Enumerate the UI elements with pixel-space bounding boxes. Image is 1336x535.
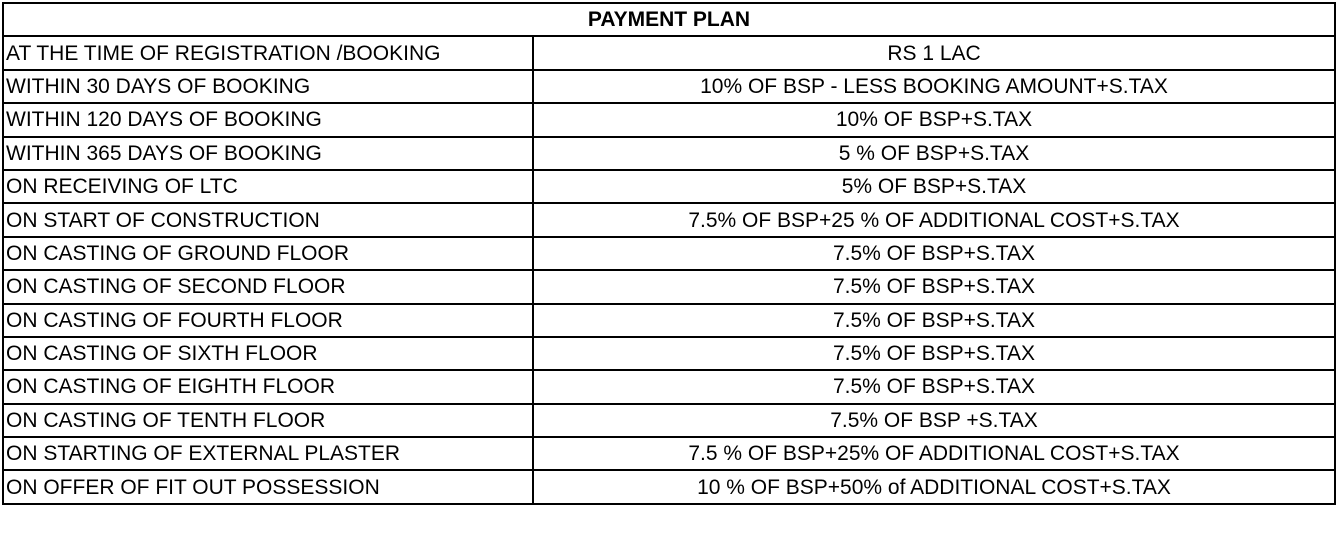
payment-plan-table (2, 2, 1336, 505)
payment-amount-cell: 10% OF BSP - LESS BOOKING AMOUNT+S.TAX (533, 70, 1335, 103)
payment-amount-cell: 7.5% OF BSP+S.TAX (533, 304, 1335, 337)
table-row (3, 237, 1335, 270)
payment-amount-cell: 7.5% OF BSP+S.TAX (533, 270, 1335, 303)
table-row (3, 304, 1335, 337)
table-row (3, 404, 1335, 437)
payment-stage-cell: ON CASTING OF EIGHTH FLOOR (3, 370, 533, 403)
payment-stage-cell: ON CASTING OF FOURTH FLOOR (3, 304, 533, 337)
payment-amount-cell: 10 % OF BSP+50% of ADDITIONAL COST+S.TAX (533, 470, 1335, 503)
table-row (3, 370, 1335, 403)
table-title: PAYMENT PLAN (3, 3, 1335, 36)
table-row (3, 137, 1335, 170)
payment-plan-container (2, 2, 1334, 533)
payment-amount-cell: 10% OF BSP+S.TAX (533, 103, 1335, 136)
payment-stage-cell: ON CASTING OF GROUND FLOOR (3, 237, 533, 270)
payment-stage-cell: ON RECEIVING OF LTC (3, 170, 533, 203)
payment-stage-cell: ON STARTING OF EXTERNAL PLASTER (3, 437, 533, 470)
table-row (3, 36, 1335, 69)
payment-stage-cell: WITHIN 365 DAYS OF BOOKING (3, 137, 533, 170)
payment-amount-cell: 5 % OF BSP+S.TAX (533, 137, 1335, 170)
payment-amount-cell: 7.5% OF BSP +S.TAX (533, 404, 1335, 437)
table-row (3, 270, 1335, 303)
table-row (3, 203, 1335, 236)
payment-stage-cell: ON CASTING OF SIXTH FLOOR (3, 337, 533, 370)
payment-amount-cell: 7.5% OF BSP+S.TAX (533, 237, 1335, 270)
payment-amount-cell: 7.5% OF BSP+S.TAX (533, 370, 1335, 403)
payment-stage-cell: ON OFFER OF FIT OUT POSSESSION (3, 470, 533, 503)
table-body (3, 36, 1335, 503)
payment-stage-cell: ON CASTING OF SECOND FLOOR (3, 270, 533, 303)
table-row (3, 470, 1335, 503)
payment-amount-cell: 7.5% OF BSP+S.TAX (533, 337, 1335, 370)
payment-stage-cell: ON CASTING OF TENTH FLOOR (3, 404, 533, 437)
payment-stage-cell: ON START OF CONSTRUCTION (3, 203, 533, 236)
table-row (3, 437, 1335, 470)
table-row (3, 337, 1335, 370)
payment-stage-cell: AT THE TIME OF REGISTRATION /BOOKING (3, 36, 533, 69)
payment-amount-cell: RS 1 LAC (533, 36, 1335, 69)
table-row (3, 170, 1335, 203)
table-header-row (3, 3, 1335, 36)
payment-amount-cell: 5% OF BSP+S.TAX (533, 170, 1335, 203)
table-row (3, 103, 1335, 136)
table-row (3, 70, 1335, 103)
payment-stage-cell: WITHIN 120 DAYS OF BOOKING (3, 103, 533, 136)
payment-stage-cell: WITHIN 30 DAYS OF BOOKING (3, 70, 533, 103)
payment-amount-cell: 7.5% OF BSP+25 % OF ADDITIONAL COST+S.TAX (533, 203, 1335, 236)
payment-amount-cell: 7.5 % OF BSP+25% OF ADDITIONAL COST+S.TAX (533, 437, 1335, 470)
